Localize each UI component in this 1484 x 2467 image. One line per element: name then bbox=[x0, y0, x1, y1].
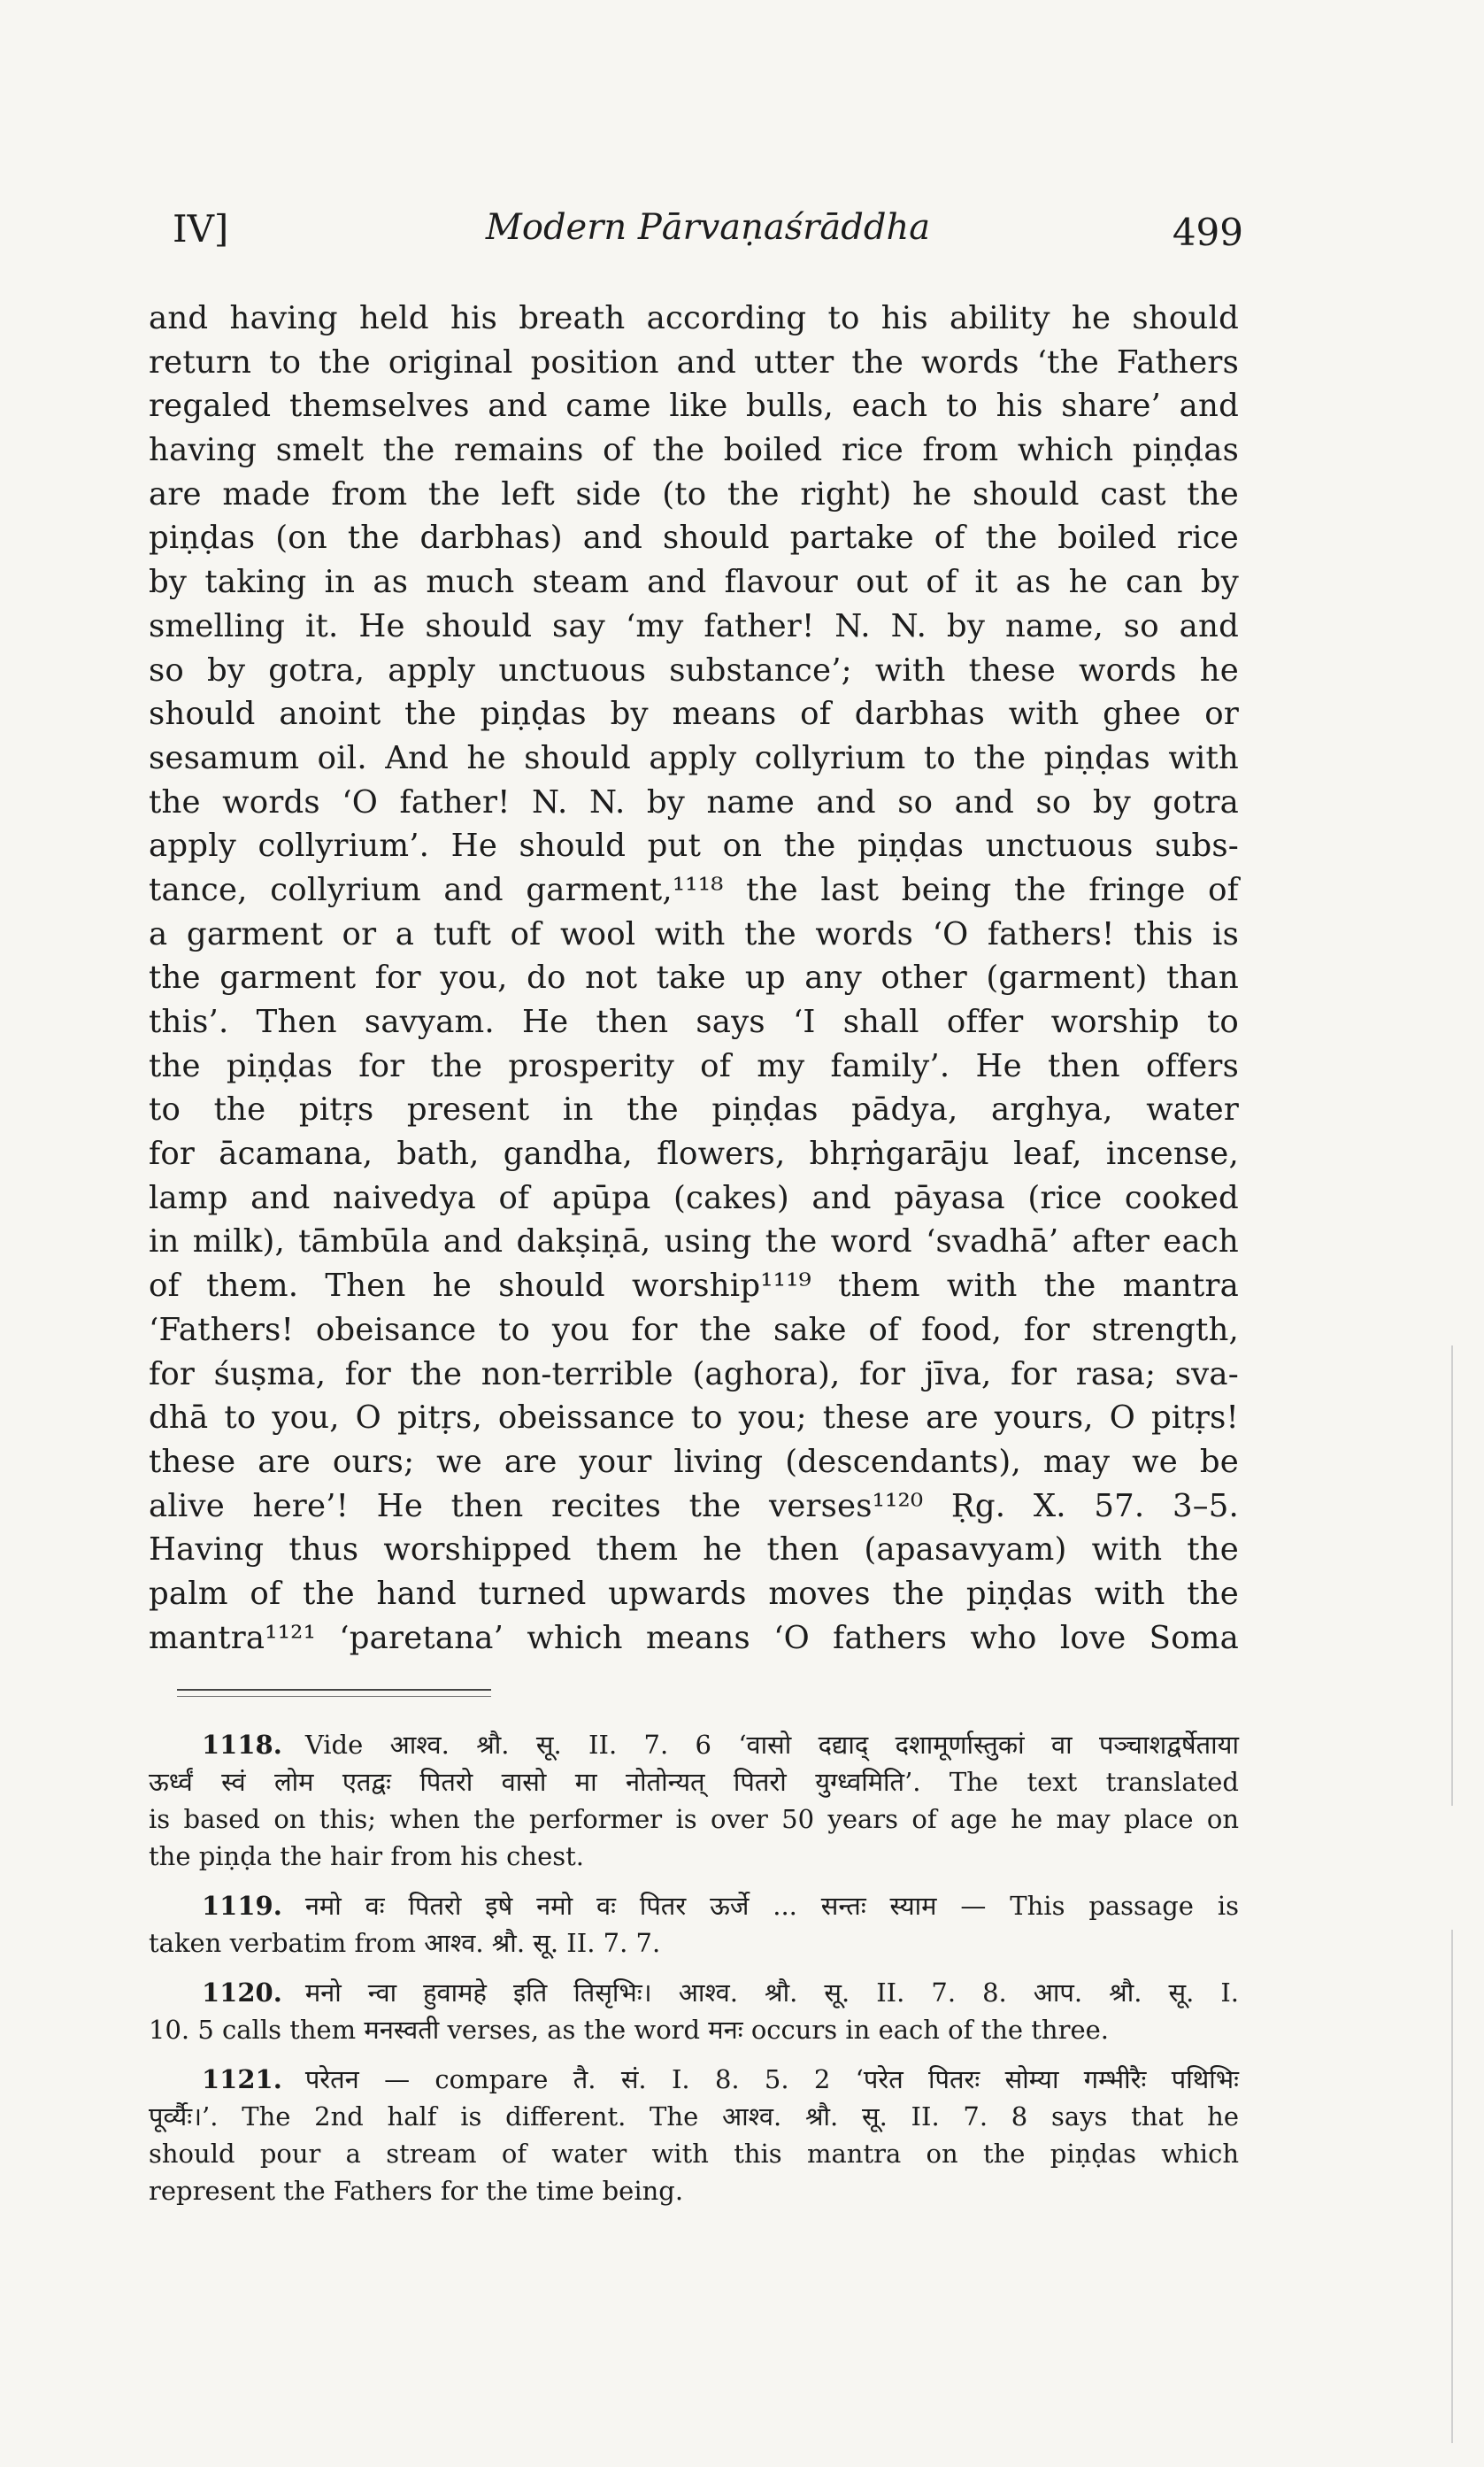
text-line: this’. Then savyam. He then says ‘I shall offer worship to bbox=[149, 1004, 1239, 1040]
text-line: regaled themselves and came like bulls, each to his share’ and bbox=[149, 388, 1239, 425]
text-line: alive here’! He then recites the verses¹¹²⁰ Ṛg. X. 57. 3–5. bbox=[149, 1487, 1239, 1524]
text-line: for ācamana, bath, gandha, flowers, bhṛṅgarāju leaf, incense, bbox=[149, 1136, 1239, 1173]
footnote-text: the piṇḍa the hair from his chest. bbox=[149, 1841, 584, 1871]
text-line: ‘Fathers! obeisance to you for the sake of food, for strength, bbox=[149, 1311, 1239, 1348]
footnote-text: पूर्व्यैः।’. The 2nd half is different. The आश्व. श्रौ. सू. II. 7. 8 says that he bbox=[149, 2101, 1239, 2132]
text-line: having smelt the remains of the boiled rice from which piṇḍas bbox=[149, 432, 1239, 469]
text-line: and having held his breath according to his ability he should bbox=[149, 300, 1239, 336]
footnote-text: 10. 5 calls them मनस्वती verses, as the word मनः occurs in each of the three. bbox=[149, 2015, 1110, 2045]
footnote-line bbox=[149, 2011, 1239, 2048]
text-line: these are ours; we are your living (descendants), may we be bbox=[149, 1443, 1239, 1480]
scan-margin-line bbox=[1451, 1930, 1453, 2443]
text-line: palm of the hand turned upwards moves the piṇḍas with the bbox=[149, 1575, 1239, 1612]
footnote-line bbox=[149, 1838, 1239, 1875]
text-line: return to the original position and utter the words ‘the Fathers bbox=[149, 343, 1239, 381]
text-line: of them. Then he should worship¹¹¹⁹ them with the mantra bbox=[149, 1268, 1239, 1305]
text-line: tance, collyrium and garment,¹¹¹⁸ the last being the fringe of bbox=[149, 871, 1239, 908]
footnote-text: मनो न्वा हुवामहे इति तिसृभिः। आश्व. श्रौ. सू. II. 7. 8. आप. श्रौ. सू. I. bbox=[304, 1977, 1239, 2008]
footnote-text: is based on this; when the performer is over 50 years of age he may place on bbox=[149, 1804, 1239, 1834]
footnote-line bbox=[149, 1800, 1239, 1838]
footnote bbox=[149, 2061, 1239, 2209]
text-line: piṇḍas (on the darbhas) and should partake of the boiled rice bbox=[149, 520, 1239, 557]
running-title: Modern Pārvaṇaśrāddha bbox=[485, 207, 931, 248]
footnote-number: 1120. bbox=[202, 1977, 282, 2008]
text-line: smelling it. He should say ‘my father! N. N. by name, so and bbox=[149, 607, 1239, 644]
text-line: the piṇḍas for the prosperity of my family’. He then offers bbox=[149, 1047, 1239, 1084]
text-line: the words ‘O father! N. N. by name and so and so by gotra bbox=[149, 783, 1239, 821]
footnote-line bbox=[149, 2061, 1239, 2098]
text-line: Having thus worshipped them he then (apasavyam) with the bbox=[149, 1531, 1239, 1569]
text-line: dhā to you, O pitṛs, obeissance to you; these are yours, O pitṛs! bbox=[149, 1399, 1239, 1437]
text-line: for śuṣma, for the non-terrible (aghora), for jīva, for rasa; sva- bbox=[149, 1355, 1239, 1392]
footnote-line bbox=[149, 1887, 1239, 1924]
footnote-line bbox=[149, 1924, 1239, 1962]
footnotes bbox=[149, 1726, 1239, 2222]
footnote-line bbox=[149, 2135, 1239, 2172]
footnote-line bbox=[149, 1763, 1239, 1800]
footnote-text: Vide आश्व. श्रौ. सू. II. 7. 6 ‘वासो दद्याद् दशामूर्णास्तुकां वा पञ्चाशद्वर्षेताया bbox=[304, 1730, 1239, 1760]
section-marker: IV] bbox=[173, 207, 229, 251]
scan-margin-line bbox=[1451, 1345, 1453, 1806]
text-line: lamp and naivedya of apūpa (cakes) and pāyasa (rice cooked bbox=[149, 1179, 1239, 1216]
page-number: 499 bbox=[1172, 211, 1243, 254]
text-line: the garment for you, do not take up any other (garment) than bbox=[149, 960, 1239, 997]
footnote bbox=[149, 1726, 1239, 1875]
text-line: to the pitṛs present in the piṇḍas pādya, arghya, water bbox=[149, 1091, 1239, 1129]
text-line: a garment or a tuft of wool with the words ‘O fathers! this is bbox=[149, 915, 1239, 952]
running-head bbox=[173, 202, 1243, 264]
footnote bbox=[149, 1974, 1239, 2048]
footnote-rule bbox=[177, 1689, 491, 1697]
text-line: sesamum oil. And he should apply collyrium to the piṇḍas with bbox=[149, 739, 1239, 776]
footnote-number: 1118. bbox=[202, 1730, 282, 1760]
footnote-number: 1121. bbox=[202, 2064, 282, 2094]
footnote-text: taken verbatim from आश्व. श्रौ. सू. II. 7. 7. bbox=[149, 1928, 661, 1958]
text-line: by taking in as much steam and flavour out of it as he can by bbox=[149, 564, 1239, 601]
footnote-number: 1119. bbox=[202, 1891, 282, 1921]
footnote-line bbox=[149, 2098, 1239, 2135]
text-line: so by gotra, apply unctuous substance’; with these words he bbox=[149, 651, 1239, 689]
footnote-text: ऊर्ध्वं स्वं लोम एतद्वः पितरो वासो मा नोतोन्यत् पितरो युग्ध्वमिति’. The text translated bbox=[149, 1767, 1239, 1797]
footnote bbox=[149, 1887, 1239, 1962]
footnote-text: नमो वः पितरो इषे नमो वः पितर ऊर्जे ... सन्तः स्याम — This passage is bbox=[304, 1891, 1239, 1921]
text-line: are made from the left side (to the right) he should cast the bbox=[149, 475, 1239, 513]
main-text bbox=[149, 297, 1239, 1660]
text-line: in milk), tāmbūla and dakṣiṇā, using the word ‘svadhā’ after each bbox=[149, 1223, 1239, 1260]
footnote-line bbox=[149, 2172, 1239, 2209]
footnote-text: should pour a stream of water with this mantra on the piṇḍas which bbox=[149, 2139, 1239, 2169]
footnote-text: परेतन — compare तै. सं. I. 8. 5. 2 ‘परेत पितरः सोम्या गम्भीरैः पथिभिः bbox=[304, 2064, 1239, 2094]
text-line: mantra¹¹²¹ ‘paretana’ which means ‘O fathers who love Soma bbox=[149, 1619, 1239, 1656]
footnote-line bbox=[149, 1974, 1239, 2011]
text-line: apply collyrium’. He should put on the piṇḍas unctuous subs- bbox=[149, 828, 1239, 865]
text-line: should anoint the piṇḍas by means of darbhas with ghee or bbox=[149, 696, 1239, 733]
footnote-text: represent the Fathers for the time being. bbox=[149, 2176, 684, 2206]
footnote-line bbox=[149, 1726, 1239, 1763]
